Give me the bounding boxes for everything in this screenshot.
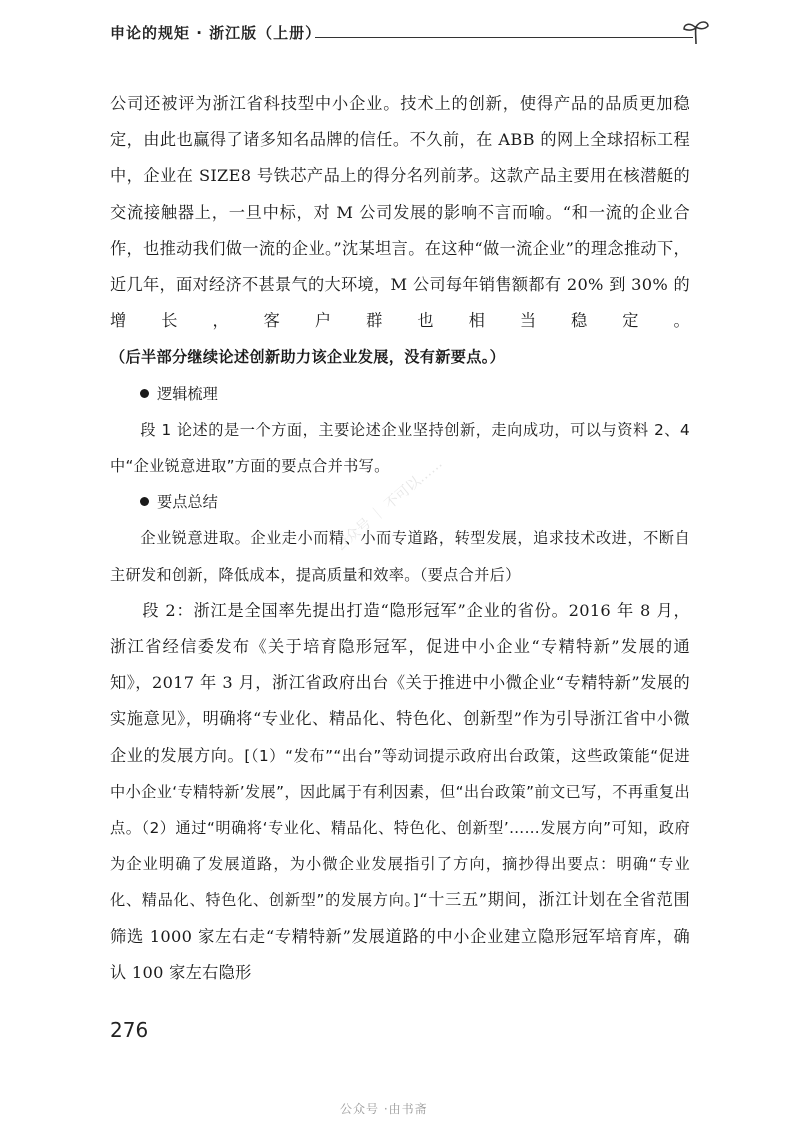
footer-stamp: 公众号 ·由书斋 bbox=[340, 1102, 428, 1116]
page-number: 276 bbox=[110, 1018, 149, 1042]
section-heading-summary-label: 要点总结 bbox=[157, 493, 218, 512]
bullet-icon bbox=[140, 389, 149, 398]
running-header bbox=[110, 18, 710, 48]
paragraph-summary: 企业锐意进取。企业走小而精、小而专道路，转型发展，追求技术改进，不断自主研发和创新，降低成本，提高质量和效率。（要点合并后） bbox=[110, 529, 690, 584]
section-heading-logic-label: 逻辑梳理 bbox=[157, 384, 218, 403]
paragraph-2 bbox=[110, 593, 690, 991]
paragraph-1 bbox=[110, 86, 690, 376]
paragraph-logic: 段 1 论述的是一个方面，主要论述企业坚持创新，走向成功，可以与资料 2、4 中“企业锐意进取”方面的要点合并书写。 bbox=[110, 420, 690, 476]
header-rule bbox=[315, 37, 693, 38]
book-title: 申论的规矩 · 浙江版（上册） bbox=[110, 24, 322, 42]
sprout-icon bbox=[680, 18, 712, 46]
section-heading-logic bbox=[110, 376, 690, 412]
paragraph-2-text-a: 段 2：浙江是全国率先提出打造“隐形冠军”企业的省份。2016 年 8 月，浙江省经信委发布《关于培育隐形冠军，促进中小企业“专精特新”发展的通知》，2017 年 3 月，浙江省政府出台《关于推进中小微企业“专精特新”发展的实施意见》，明确将“专业化、精品化、特色化、创新型”作为引导浙江省中小微企业的发展方向。 bbox=[110, 600, 690, 765]
paragraph-1-text: 公司还被评为浙江省科技型中小企业。技术上的创新，使得产品的品质更加稳定，由此也赢得了诸多知名品牌的信任。不久前，在 ABB 的网上全球招标工程中，企业在 SIZE8 号铁芯产品上的得分名列前茅。这款产品主要用在核潜艇的交流接触器上，一旦中标，对 M 公司发展的影响不言而喻。“和一流的企业合作，也推动我们做一流的企业。”沈某坦言。在这种“做一流企业”的理念推动下，近几年，面对经济不甚景气的大环境，M 公司每年销售额都有 20% 到 30% 的增长，客户群也相当稳定。 bbox=[110, 94, 690, 331]
page-body bbox=[110, 86, 690, 991]
paragraph-1-note: （后半部分继续论述创新助力该企业发展，没有新要点。） bbox=[110, 348, 506, 367]
paragraph-2-note: [（1）“发布”“出台”等动词提示政府出台政策，这些政策能“促进中小企业‘专精特新’发展”，因此属于有利因素，但“出台政策”前文已写，不再重复出点。（2）通过“明确将‘专业化、精品化、特色化、创新型’……发展方向”可知，政府为企业明确了发展道路，为小微企业发展指引了方向，摘抄得出要点：明确“专业化、精品化、特色化、创新型”的发展方向。] bbox=[110, 746, 690, 910]
paragraph-2-text-b: “十三五”期间，浙江计划在全省范围筛选 1000 家左右走“专精特新”发展道路的中小企业建立隐形冠军培育库，确认 100 家左右隐形 bbox=[110, 890, 690, 982]
bullet-icon bbox=[140, 497, 149, 506]
watermark: 公众号 ｜ 不可以…… bbox=[331, 455, 446, 555]
